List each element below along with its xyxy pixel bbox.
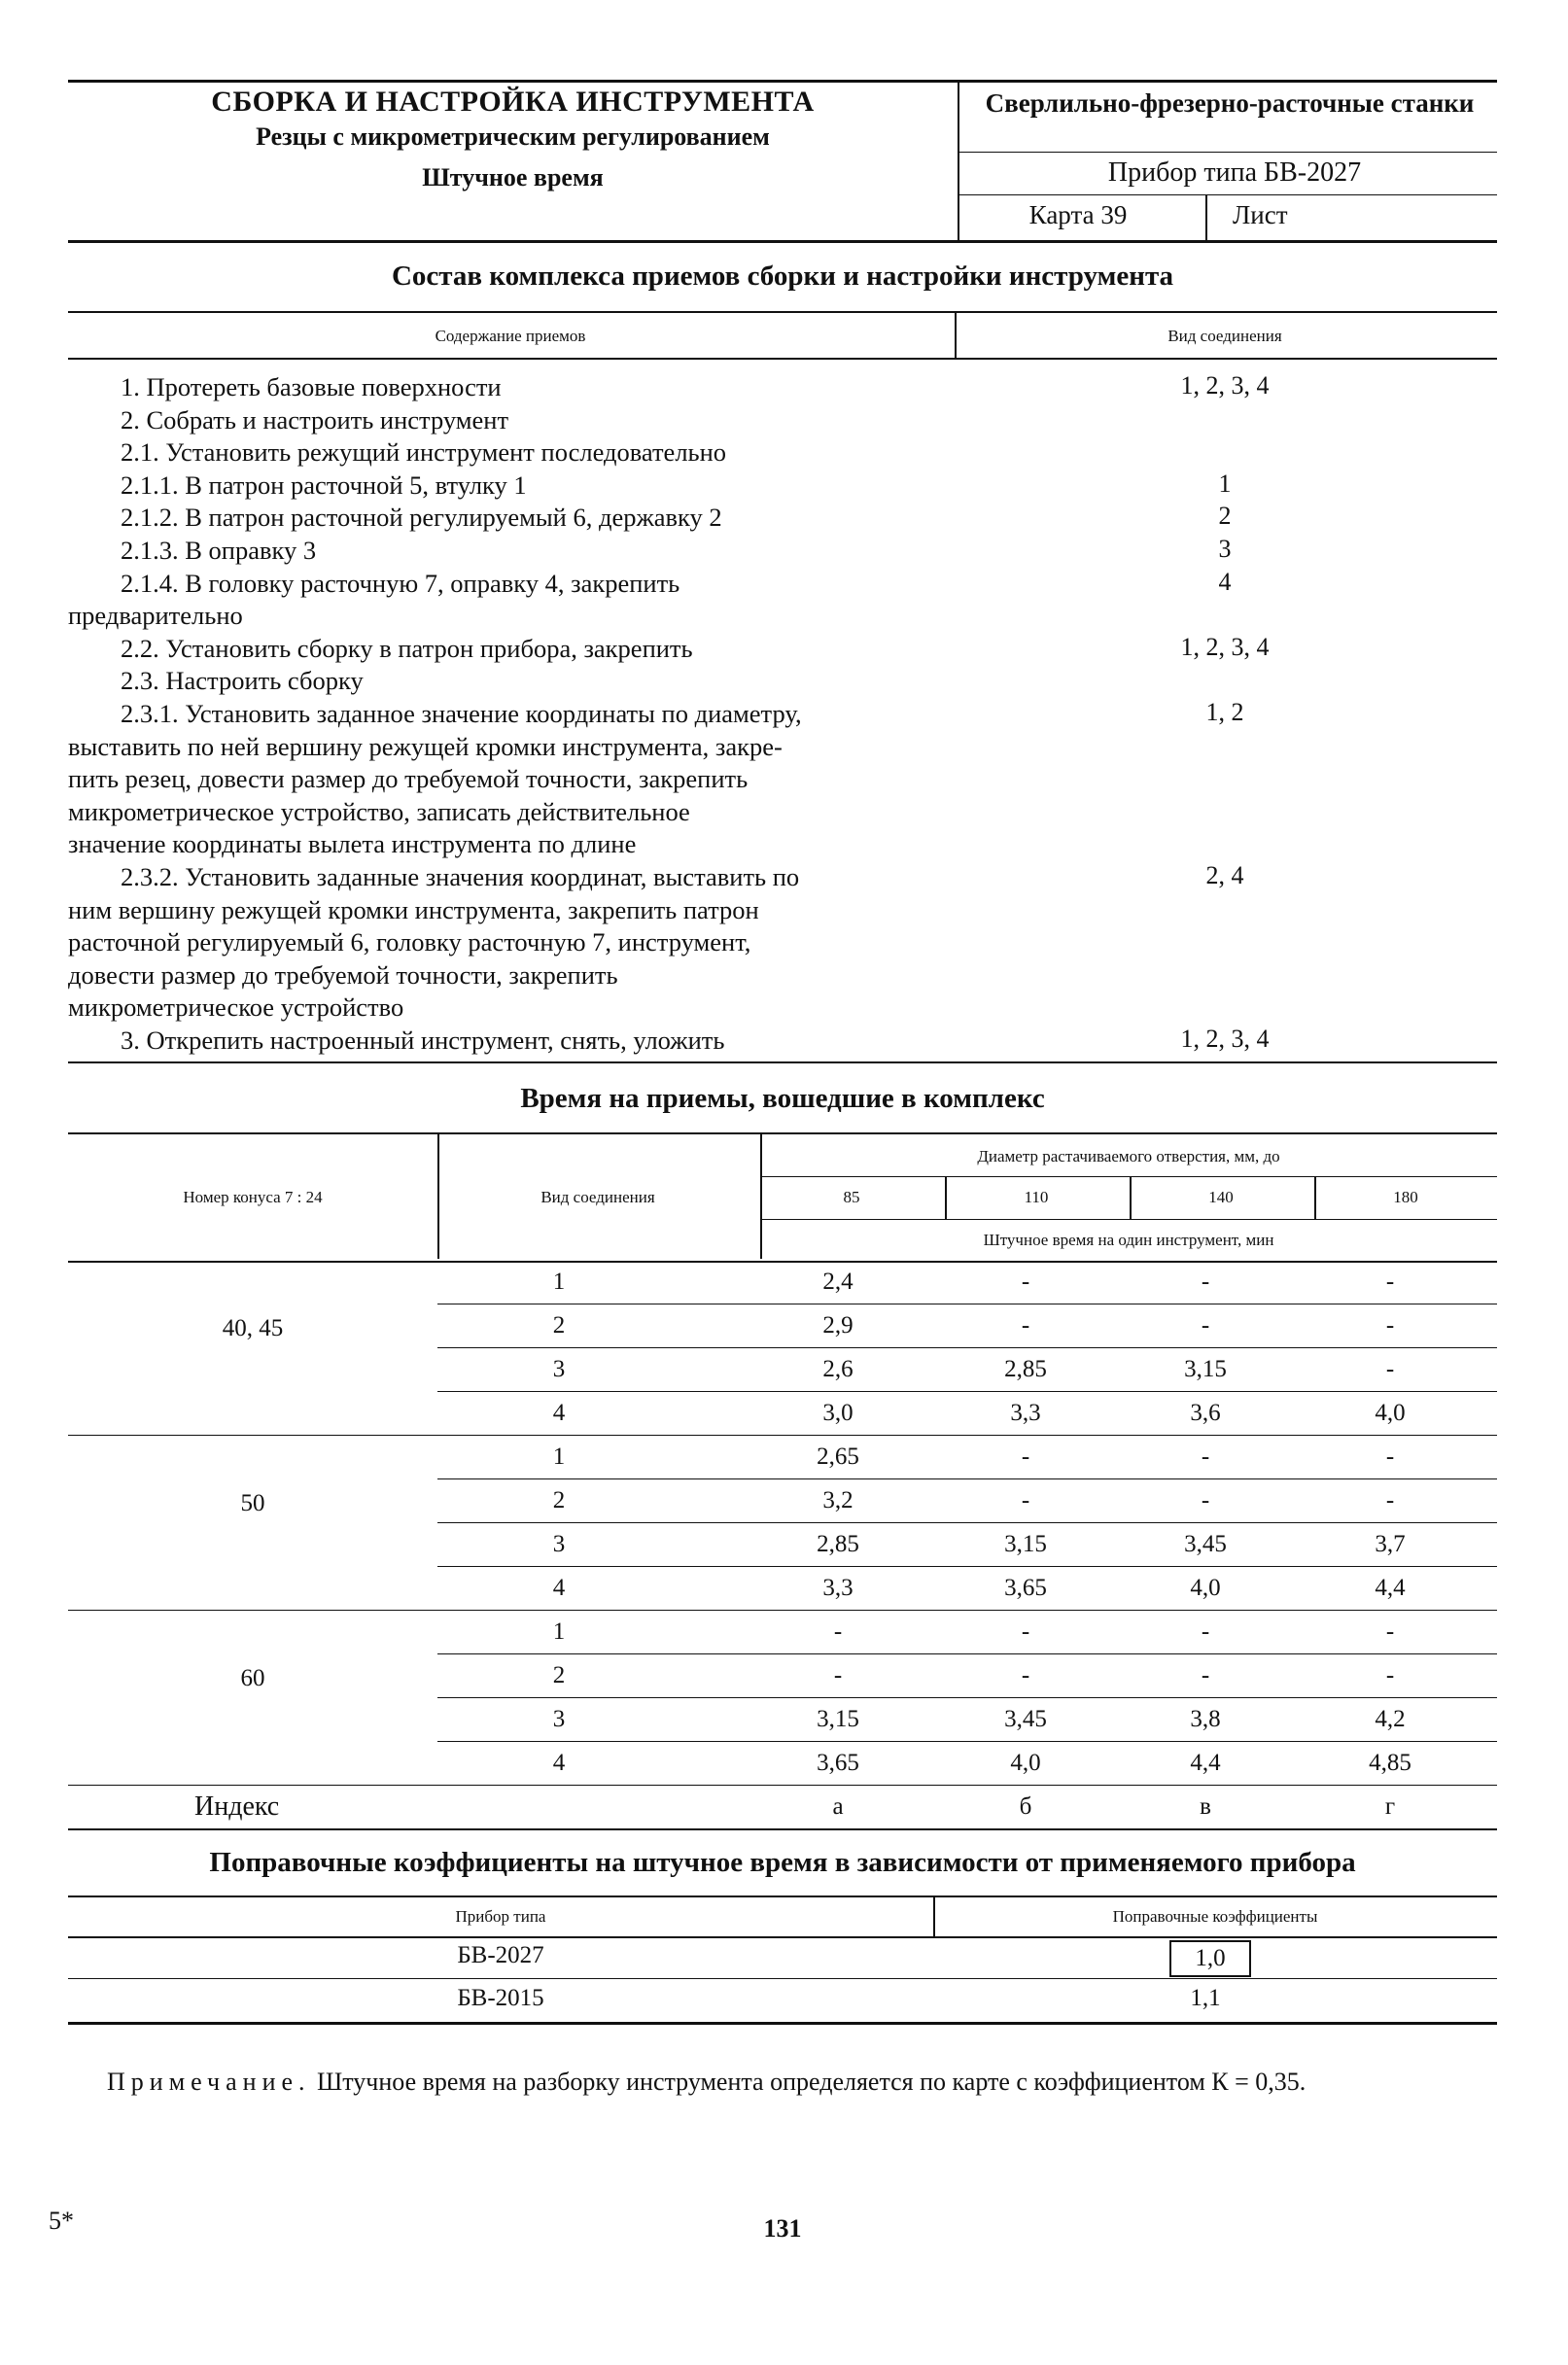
index-cell: б xyxy=(1019,1793,1032,1820)
coef-device-cell: БВ-2015 xyxy=(457,1985,544,2011)
time-table-top-rule xyxy=(68,1132,1497,1134)
step-connection-value: 1, 2, 3, 4 xyxy=(1180,1025,1270,1053)
time-value-cell: - xyxy=(1021,1312,1030,1339)
time-col-cone-header: Номер конуса 7 : 24 xyxy=(183,1188,323,1206)
time-value-cell: 3,15 xyxy=(1004,1531,1047,1557)
page-time-caption: Штучное время xyxy=(422,163,604,191)
steps-section-title: Состав комплекса приемов сборки и настройки инструмента xyxy=(391,261,1174,292)
header-title-block xyxy=(68,86,958,192)
connection-type-cell: 3 xyxy=(552,1356,566,1382)
time-value-cell: 2,85 xyxy=(1004,1356,1047,1382)
time-value-cell: - xyxy=(1385,1356,1395,1382)
time-value-cell: 3,8 xyxy=(1190,1706,1221,1732)
header-top-rule xyxy=(68,80,1497,83)
time-value-cell: 2,85 xyxy=(817,1531,859,1557)
step-line: 2.1.2. В патрон расточной регулируемый 6, державку 2 xyxy=(121,503,722,533)
time-value-cell: 3,7 xyxy=(1375,1531,1406,1557)
time-value-cell: 4,0 xyxy=(1010,1750,1041,1776)
time-unit-row: Штучное время на один инструмент, мин xyxy=(983,1231,1274,1249)
time-value-cell: 3,3 xyxy=(1010,1400,1041,1426)
diameter-header-row xyxy=(760,1176,1497,1219)
time-col-diameter-header: Диаметр растачиваемого отверстия, мм, до xyxy=(977,1147,1280,1165)
card-number: Карта 39 xyxy=(1028,200,1128,229)
time-value-cell: - xyxy=(1201,1662,1210,1688)
time-col-connection-header: Вид соединения xyxy=(540,1188,655,1206)
note-label: Примечание. xyxy=(107,2068,311,2096)
diameter-header-cell: 140 xyxy=(1208,1188,1234,1206)
time-value-cell: - xyxy=(1201,1618,1210,1645)
time-value-cell: - xyxy=(1385,1443,1395,1470)
time-table-row xyxy=(68,1698,1497,1742)
time-table-row xyxy=(68,1348,1497,1392)
time-value-cell: 3,3 xyxy=(822,1575,854,1601)
coef-table-row xyxy=(68,1936,1497,1979)
time-table-body xyxy=(68,1261,1497,1786)
diameter-header-divider xyxy=(1130,1176,1132,1219)
coef-col-device-header: Прибор типа xyxy=(455,1907,546,1926)
time-value-cell: 3,65 xyxy=(1004,1575,1047,1601)
step-line: 2.3.1. Установить заданное значение координаты по диаметру, xyxy=(121,698,802,728)
time-value-cell: 4,2 xyxy=(1375,1706,1406,1732)
time-value-cell: - xyxy=(1021,1443,1030,1470)
steps-list xyxy=(68,371,972,1057)
time-value-cell: - xyxy=(1385,1269,1395,1295)
coef-table-title: Поправочные коэффициенты на штучное время в зависимости от применяемого прибора xyxy=(209,1847,1356,1878)
step-line: 2.2. Установить сборку в патрон прибора, закрепить xyxy=(121,633,693,663)
note-text: Штучное время на разборку инструмента определяется по карте с коэффициентом К = 0,35. xyxy=(317,2068,1307,2096)
step-line: 2.1.3. В оправку 3 xyxy=(121,535,317,565)
connection-type-cell: 1 xyxy=(552,1618,566,1645)
time-value-cell: 3,0 xyxy=(822,1400,854,1426)
step-line: 2. Собрать и настроить инструмент xyxy=(121,404,509,435)
coef-device-cell: БВ-2027 xyxy=(457,1942,544,1968)
time-value-cell: 3,15 xyxy=(817,1706,859,1732)
cone-number-cell: 40, 45 xyxy=(222,1315,284,1341)
time-value-cell: - xyxy=(1201,1269,1210,1295)
coef-table-top-rule xyxy=(68,1895,1497,1897)
steps-table-bottom-rule xyxy=(68,1061,1497,1063)
time-value-cell: 4,0 xyxy=(1375,1400,1406,1426)
step-line: 2.1.4. В головку расточную 7, оправку 4, закрепить xyxy=(121,568,680,598)
connection-type-cell: 4 xyxy=(552,1400,566,1426)
time-table-row xyxy=(68,1611,1497,1654)
connection-type-cell: 1 xyxy=(552,1443,566,1470)
time-value-cell: - xyxy=(1385,1662,1395,1688)
step-connection-value: 1 xyxy=(1218,469,1232,498)
time-value-cell: - xyxy=(1385,1487,1395,1513)
diameter-header-divider xyxy=(1314,1176,1316,1219)
time-value-cell: 3,65 xyxy=(817,1750,859,1776)
step-line: 2.3. Настроить сборку xyxy=(121,666,364,696)
coef-table-row xyxy=(68,1979,1497,2022)
time-value-cell: 3,2 xyxy=(822,1487,854,1513)
time-value-cell: 3,45 xyxy=(1004,1706,1047,1732)
coef-value-cell: 1,1 xyxy=(1190,1985,1221,2011)
card-divider xyxy=(1205,194,1207,240)
time-table-row xyxy=(68,1392,1497,1436)
time-value-cell: 2,9 xyxy=(822,1312,854,1339)
time-table-title: Время на приемы, вошедшие в комплекс xyxy=(520,1083,1045,1114)
cone-number-cell: 50 xyxy=(240,1490,265,1516)
time-table-row xyxy=(68,1567,1497,1611)
time-value-cell: - xyxy=(1021,1662,1030,1688)
time-value-cell: 3,6 xyxy=(1190,1400,1221,1426)
time-table-row xyxy=(68,1436,1497,1479)
machine-type: Сверлильно-фрезерно-расточные станки xyxy=(985,88,1475,118)
time-value-cell: 2,6 xyxy=(822,1356,854,1382)
index-cell: в xyxy=(1200,1793,1211,1820)
time-table-row xyxy=(68,1742,1497,1786)
time-value-cell: - xyxy=(1385,1312,1395,1339)
time-value-cell: 3,15 xyxy=(1184,1356,1227,1382)
step-line: 3. Открепить настроенный инструмент, снять, уложить xyxy=(121,1025,725,1055)
step-line: ним вершину режущей кромки инструмента, закрепить патрон xyxy=(68,894,759,924)
note-block xyxy=(68,2069,1497,2096)
time-value-cell: - xyxy=(1201,1312,1210,1339)
step-connection-value: 2, 4 xyxy=(1205,861,1244,889)
diameter-header-cell: 85 xyxy=(843,1188,860,1206)
steps-table-header-rule xyxy=(68,358,1497,360)
connection-type-cell: 3 xyxy=(552,1531,566,1557)
time-value-cell: - xyxy=(1201,1443,1210,1470)
step-line: 2.1.1. В патрон расточной 5, втулку 1 xyxy=(121,470,527,500)
step-line: 2.1. Установить режущий инструмент последовательно xyxy=(121,437,727,468)
connection-type-cell: 2 xyxy=(552,1487,566,1513)
time-table-row xyxy=(68,1304,1497,1348)
page-title: СБОРКА И НАСТРОЙКА ИНСТРУМЕНТА xyxy=(211,86,815,118)
page-number: 131 xyxy=(763,2214,802,2243)
step-connection-value: 1, 2, 3, 4 xyxy=(1180,371,1270,400)
time-value-cell: - xyxy=(1021,1487,1030,1513)
index-label: Индекс xyxy=(194,1791,280,1822)
time-value-cell: - xyxy=(833,1662,843,1688)
connection-type-cell: 3 xyxy=(552,1706,566,1732)
diameter-header-cell: 110 xyxy=(1024,1188,1049,1206)
step-line: 2.3.2. Установить заданные значения координат, выставить по xyxy=(121,861,800,891)
steps-header-divider xyxy=(955,311,957,358)
sheet-label: Лист xyxy=(1233,200,1288,229)
index-cell: г xyxy=(1384,1793,1396,1820)
cone-number-cell: 60 xyxy=(240,1665,265,1691)
time-table-row xyxy=(68,1261,1497,1304)
index-cell: а xyxy=(832,1793,844,1820)
steps-table-top-rule xyxy=(68,311,1497,313)
steps-col-content-header: Содержание приемов xyxy=(435,327,586,345)
coef-table-bottom-rule xyxy=(68,2022,1497,2025)
connection-type-cell: 1 xyxy=(552,1269,566,1295)
connection-type-cell: 2 xyxy=(552,1312,566,1339)
step-line: 1. Протереть базовые поверхности xyxy=(121,372,502,401)
time-table-row xyxy=(68,1523,1497,1567)
time-value-cell: 4,0 xyxy=(1190,1575,1221,1601)
connection-type-cell: 4 xyxy=(552,1750,566,1776)
step-line: пить резец, довести размер до требуемой точности, закрепить xyxy=(68,764,749,794)
step-line: предварительно xyxy=(68,601,243,631)
coef-col-coef-header: Поправочные коэффициенты xyxy=(1112,1907,1318,1926)
step-line: выставить по ней вершину режущей кромки инструмента, закре- xyxy=(68,731,783,761)
step-connection-value: 3 xyxy=(1218,535,1232,563)
time-table-row xyxy=(68,1479,1497,1523)
time-value-cell: 2,65 xyxy=(817,1443,859,1470)
time-value-cell: 4,4 xyxy=(1375,1575,1406,1601)
coef-table-body xyxy=(68,1936,1497,2022)
step-connection-value: 4 xyxy=(1218,567,1232,596)
time-value-cell: 4,4 xyxy=(1190,1750,1221,1776)
footer-signature-mark: 5* xyxy=(49,2207,74,2235)
page-subtitle: Резцы с микрометрическим регулированием xyxy=(256,122,770,151)
step-connection-value: 1, 2, 3, 4 xyxy=(1180,632,1270,661)
time-value-cell: - xyxy=(1385,1618,1395,1645)
step-connection-value: 1, 2 xyxy=(1205,698,1244,726)
time-table-bottom-rule xyxy=(68,1828,1497,1830)
step-line: микрометрическое устройство, записать действительное xyxy=(68,796,690,826)
time-value-cell: 2,4 xyxy=(822,1269,854,1295)
time-table-row xyxy=(68,1654,1497,1698)
time-value-cell: - xyxy=(1021,1618,1030,1645)
coef-value-cell: 1,0 xyxy=(1169,1940,1251,1977)
device-label: Прибор типа БВ-2027 xyxy=(1107,157,1362,188)
header-rule-2 xyxy=(958,194,1497,195)
header-divider xyxy=(958,80,959,240)
time-value-cell: - xyxy=(833,1618,843,1645)
step-line: расточной регулируемый 6, головку расточную 7, инструмент, xyxy=(68,927,751,957)
time-header-rule-2 xyxy=(760,1219,1497,1220)
time-value-cell: - xyxy=(1021,1269,1030,1295)
step-connection-value: 2 xyxy=(1218,502,1232,531)
diameter-header-cell: 180 xyxy=(1393,1188,1418,1206)
time-value-cell: - xyxy=(1201,1487,1210,1513)
time-value-cell: 4,85 xyxy=(1369,1750,1411,1776)
header-rule-1 xyxy=(958,152,1497,153)
step-line: значение координаты вылета инструмента по длине xyxy=(68,829,637,859)
steps-col-connection-header: Вид соединения xyxy=(1167,327,1282,345)
step-line: довести размер до требуемой точности, закрепить xyxy=(68,959,618,990)
time-value-cell: 3,45 xyxy=(1184,1531,1227,1557)
header-bottom-rule xyxy=(68,240,1497,243)
index-row xyxy=(68,1786,1497,1828)
connection-type-cell: 4 xyxy=(552,1575,566,1601)
connection-type-cell: 2 xyxy=(552,1662,566,1688)
step-line: микрометрическое устройство xyxy=(68,992,404,1023)
diameter-header-divider xyxy=(945,1176,947,1219)
